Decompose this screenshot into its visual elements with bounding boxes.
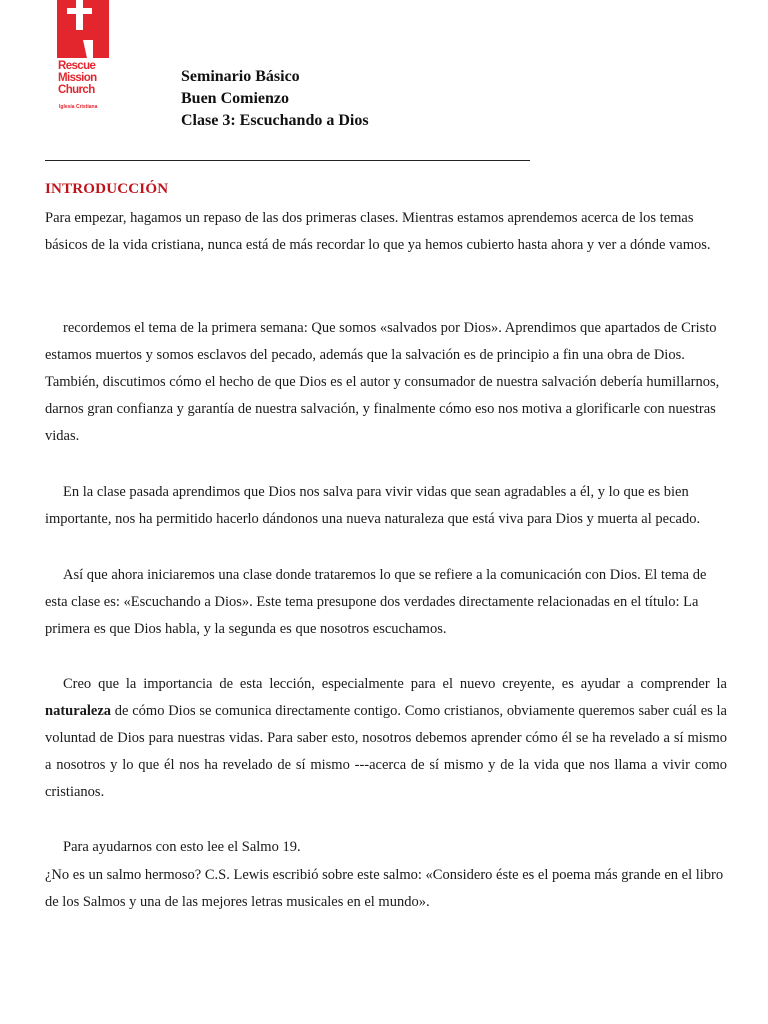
paragraph-3: En la clase pasada aprendimos que Dios nos salva para vivir vidas que sean agradables a él, y lo que es bien importante, nos ha permitido hacerlo dándonos una nueva naturaleza que está viva para Dios y muerta al pecado. (45, 484, 701, 527)
header-line-2: Buen Comienzo (181, 90, 289, 107)
header-line-1: Seminario Básico (181, 68, 300, 85)
paragraph-5-text-b: de cómo Dios se comunica directamente contigo. Como cristianos, obviamente queremos saber cuál es la voluntad de Dios para nuestras vidas. Para saber esto, nosotros debemos aprender cómo él se ha revelado a sí mismo a nosotros y lo que él nos ha revelado de sí mismo ---acerca de sí mismo y de la vida que nos llama a vivir como cristianos. (45, 703, 727, 800)
logo-brand-line-1: Rescue (58, 60, 96, 72)
paragraph-2: recordemos el tema de la primera semana: Que somos «salvados por Dios». Aprendimos que apartados de Cristo estamos muertos y somos esclavos del pecado, además que la salvación es de principio a fin una obra de Dios. También, discutimos cómo el hecho de que Dios es el autor y consumador de nuestra salvación debería humillarnos, darnos gran confianza y garantía de nuestra salvación, y finalmente cómo eso nos motiva a glorificarle con nuestras vidas. (45, 320, 720, 444)
document-header (181, 66, 369, 132)
logo-brand (58, 60, 118, 96)
paragraph-5-text-a: Creo que la importancia de esta lección, especialmente para el nuevo creyente, es ayudar a comprender la (63, 676, 727, 692)
section-title: INTRODUCCIÓN (45, 181, 169, 197)
logo-brand-line-2: Mission (58, 72, 97, 84)
paragraph-5-bold: naturaleza (45, 703, 112, 719)
logo-brand-line-3: Church (58, 84, 95, 96)
paragraph-5 (45, 671, 727, 806)
header-line-3: Clase 3: Escuchando a Dios (181, 112, 369, 129)
paragraph-6: Para ayudarnos con esto lee el Salmo 19. (63, 839, 301, 855)
cross-icon (76, 0, 83, 30)
paragraph-7: ¿No es un salmo hermoso? C.S. Lewis escribió sobre este salmo: «Considero éste es el poema más grande en el libro de los Salmos y una de las mejores letras musicales en el mundo». (45, 867, 724, 910)
paragraph-1: Para empezar, hagamos un repaso de las dos primeras clases. Mientras estamos aprendemos acerca de los temas básicos de la vida cristiana, nunca está de más recordar lo que ya hemos cubierto hasta ahora y ver a dónde vamos. (45, 210, 711, 253)
cross-bar (67, 8, 92, 14)
logo-subtitle: Iglesia Cristiana (59, 104, 98, 110)
church-logo (57, 0, 113, 115)
separator-line (45, 160, 530, 161)
paragraph-4: Así que ahora iniciaremos una clase donde trataremos lo que se refiere a la comunicación con Dios. El tema de esta clase es: «Escuchando a Dios». Este tema presupone dos verdades directamente relacionadas en el título: La primera es que Dios habla, y la segunda es que nosotros escuchamos. (45, 567, 707, 637)
